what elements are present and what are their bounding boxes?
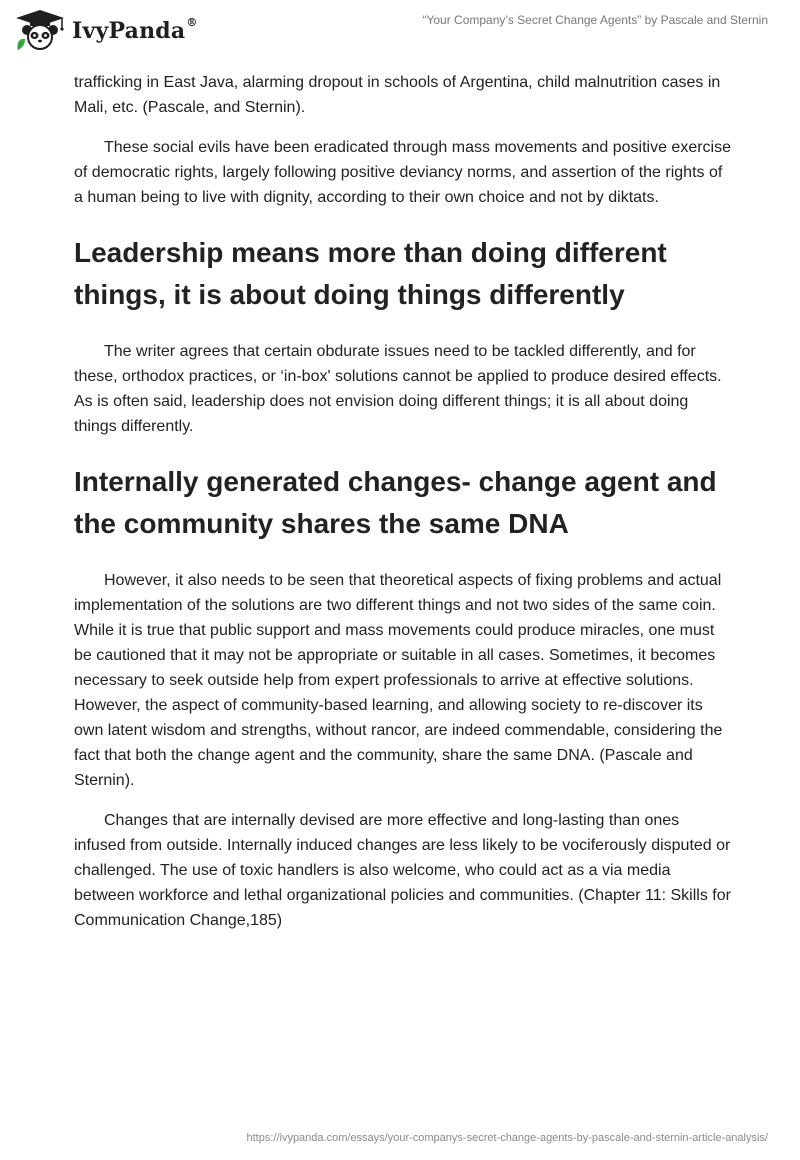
paragraph: These social evils have been eradicated through mass movements and positive exercise of democratic rights, largely following positive deviancy norms, and assertion of the rights of a human being to live with dignity, according to their own choice and not by diktats. bbox=[74, 139, 731, 206]
paragraph-continued: trafficking in East Java, alarming dropout in schools of Argentina, child malnutrition cases in Mali, etc. (Pascale, and Sternin). bbox=[74, 74, 721, 116]
article-body bbox=[74, 70, 734, 948]
source-url[interactable]: https://ivypanda.com/essays/your-companys-secret-change-agents-by-pascale-and-sternin-article-analysis/ bbox=[246, 1132, 768, 1144]
section-heading: Leadership means more than doing different things, it is about doing things differently bbox=[74, 237, 667, 310]
logo-wordmark: IvyPanda® bbox=[72, 16, 198, 44]
paragraph: Changes that are internally devised are more effective and long-lasting than ones infused from outside. Internally induced changes are less likely to be vociferously disputed or challenged. The use of toxic handlers is also welcome, who could act as a via media between workforce and lethal organizational policies and communities. (Chapter 11: Skills for Communication Change,185) bbox=[74, 812, 731, 929]
paragraph: The writer agrees that certain obdurate issues need to be tackled differently, and for these, orthodox practices, or ‘in-box' solutions cannot be applied to produce desired effects. As is often said, leadership does not envision doing different things; it is all about doing things differently. bbox=[74, 343, 722, 435]
section-heading: Internally generated changes- change agent and the community shares the same DNA bbox=[74, 466, 717, 539]
paragraph: However, it also needs to be seen that theoretical aspects of fixing problems and actual implementation of the solutions are two different things and not two sides of the same coin. While it is true that public support and mass movements could produce miracles, one must be cautioned that it may not be appropriate or suitable in all cases. Sometimes, it becomes necessary to seek outside help from expert professionals to arrive at effective solutions. However, the aspect of community-based learning, and allowing society to re-discover its own latent wisdom and strengths, without rancor, are indeed commendable, considering the fact that both the change agent and the community, share the same DNA. (Pascale and Sternin). bbox=[74, 572, 723, 789]
page-header bbox=[0, 0, 800, 60]
panda-graduation-cap-icon bbox=[12, 8, 68, 52]
document-title: “Your Company’s Secret Change Agents” by Pascale and Sternin bbox=[422, 13, 768, 27]
ivypanda-logo[interactable] bbox=[12, 8, 198, 52]
